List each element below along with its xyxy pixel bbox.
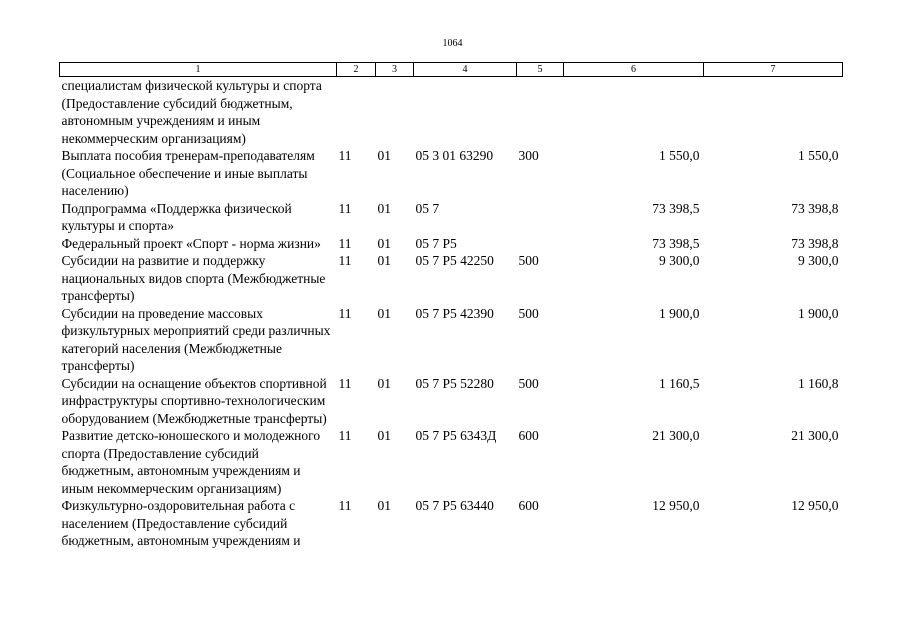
table-row [60, 235, 843, 253]
row-subsection-cell: 01 [377, 428, 391, 443]
column-header-3: 3 [376, 63, 414, 77]
row-amount-col6-cell: 12 950,0 [652, 498, 700, 513]
row-name-cell: Подпрограмма «Поддержка физической культуры и спорта» [61, 200, 292, 233]
row-target-article-cell: 05 7 P5 42250 [415, 253, 494, 268]
row-amount-col6-cell: 1 900,0 [659, 305, 700, 321]
row-subsection-cell: 01 [377, 253, 391, 268]
table-row [60, 497, 843, 550]
row-name-cell: Субсидии на проведение массовых физкультурных мероприятий среди различных категорий населения (Межбюджетные трансферты) [61, 305, 331, 373]
page-number: 1064 [442, 38, 463, 49]
row-name-cell: специалистам физической культуры и спорта (Предоставление субсидий бюджетным, автономным учреждениям и иным некоммерческим организациям) [61, 78, 322, 146]
row-target-article-cell: 05 7 P5 63440 [415, 498, 494, 513]
row-expense-type-cell: 500 [518, 305, 539, 321]
row-amount-col7-cell: 9 300,0 [798, 253, 839, 268]
row-target-article-cell [414, 77, 517, 148]
column-header-5: 5 [517, 63, 564, 77]
column-header-6: 6 [564, 63, 704, 77]
row-target-article-cell: 05 3 01 63290 [415, 148, 494, 163]
row-subsection-cell: 01 [377, 498, 391, 513]
row-name-cell: Развитие детско-юношеского и молодежного спорта (Предоставление субсидий бюджетным, автономным учреждениям и иным некоммерческим организациям) [61, 428, 321, 496]
column-header-2: 2 [337, 63, 376, 77]
row-expense-type-cell: 500 [518, 253, 539, 268]
row-section-cell [337, 77, 376, 148]
row-name-cell: Физкультурно-оздоровительная работа с населением (Предоставление субсидий бюджетным, автономным учреждениям и [61, 498, 301, 548]
column-header-1: 1 [60, 63, 337, 77]
row-subsection-cell [376, 77, 414, 148]
row-amount-col6-cell [564, 77, 704, 148]
row-amount-col7-cell: 73 398,8 [791, 200, 839, 216]
row-name-cell: Выплата пособия тренерам-преподавателям (Социальное обеспечение и иные выплаты населению) [61, 148, 315, 198]
column-header-4: 4 [414, 63, 517, 77]
row-name-cell: Федеральный проект «Спорт - норма жизни» [61, 235, 321, 251]
row-name-cell: Субсидии на оснащение объектов спортивной инфраструктуры спортивно-технологическим оборудованием (Межбюджетные трансферты) [61, 375, 327, 426]
table-body [60, 77, 843, 550]
row-expense-type-cell [517, 235, 564, 253]
row-amount-col6-cell: 73 398,5 [652, 200, 700, 216]
row-expense-type-cell: 500 [518, 375, 539, 391]
row-section-cell: 11 [338, 305, 352, 321]
budget-table [59, 62, 843, 550]
table-row [60, 305, 843, 375]
row-amount-col6-cell: 21 300,0 [652, 428, 700, 443]
table-row [60, 375, 843, 428]
row-subsection-cell: 01 [377, 305, 391, 321]
row-amount-col7-cell: 1 550,0 [798, 148, 839, 163]
row-target-article-cell: 05 7 P5 42390 [415, 305, 494, 321]
table-row [60, 252, 843, 305]
row-target-article-cell: 05 7 [415, 200, 440, 216]
row-section-cell: 11 [338, 253, 352, 268]
row-amount-col7-cell: 12 950,0 [791, 498, 839, 513]
table-row [60, 200, 843, 235]
row-expense-type-cell: 600 [518, 428, 539, 443]
row-amount-col6-cell: 1 550,0 [659, 148, 700, 163]
row-section-cell: 11 [338, 428, 352, 443]
row-subsection-cell: 01 [377, 235, 391, 251]
table-row [60, 427, 843, 497]
row-amount-col7-cell: 73 398,8 [791, 235, 839, 251]
row-section-cell: 11 [338, 235, 352, 251]
row-target-article-cell: 05 7 P5 52280 [415, 375, 494, 391]
row-expense-type-cell: 600 [518, 498, 539, 513]
row-amount-col7-cell [704, 77, 843, 148]
row-target-article-cell: 05 7 P5 [415, 235, 457, 251]
column-number-header-row [60, 63, 843, 77]
row-expense-type-cell [517, 77, 564, 148]
row-amount-col6-cell: 1 160,5 [659, 375, 700, 391]
row-section-cell: 11 [338, 148, 352, 163]
column-header-7: 7 [704, 63, 843, 77]
row-amount-col6-cell: 73 398,5 [652, 235, 700, 251]
row-name-cell: Субсидии на развитие и поддержку национальных видов спорта (Межбюджетные трансферты) [61, 253, 326, 303]
row-subsection-cell: 01 [377, 200, 391, 216]
row-section-cell: 11 [338, 498, 352, 513]
row-target-article-cell: 05 7 P5 6343Д [415, 428, 497, 443]
row-amount-col7-cell: 1 900,0 [798, 305, 839, 321]
row-amount-col7-cell: 21 300,0 [791, 428, 839, 443]
row-expense-type-cell [517, 200, 564, 235]
row-expense-type-cell: 300 [518, 148, 539, 163]
row-section-cell: 11 [338, 375, 352, 391]
table-row [60, 147, 843, 200]
row-amount-col7-cell: 1 160,8 [798, 375, 839, 391]
table-row [60, 77, 843, 148]
row-section-cell: 11 [338, 200, 352, 216]
row-subsection-cell: 01 [377, 148, 391, 163]
row-amount-col6-cell: 9 300,0 [659, 253, 700, 268]
row-subsection-cell: 01 [377, 375, 391, 391]
